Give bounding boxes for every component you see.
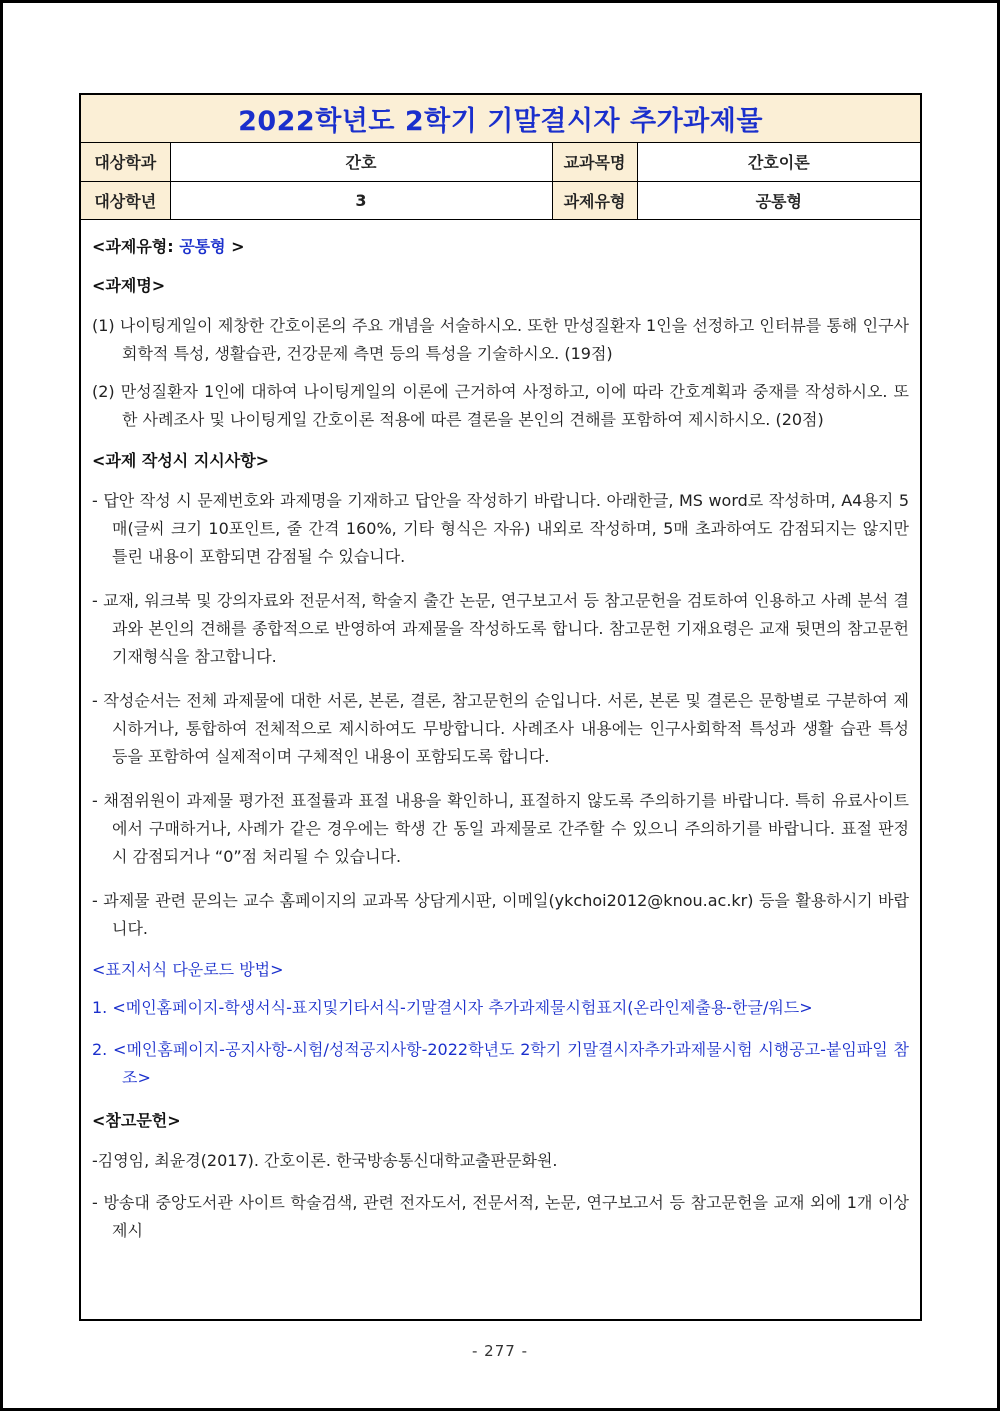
instruction-item: - 답안 작성 시 문제번호와 과제명을 기재하고 답안을 작성하기 바랍니다. 아래한글, MS word로 작성하며, A4용지 5매(글씨 크기 10포인트, 줄 간격 160%, 기타 형식은 자유) 내외로 작성하며, 5매 초과하여도 감점되지는 않지만 틀린 내용이 포함되면 감점될 수 있습니다. — [92, 490, 909, 566]
assignment-document — [79, 93, 922, 1321]
instructions-heading: <과제 작성시 지시사항> — [92, 450, 270, 470]
type-value: 공통형 — [637, 181, 920, 219]
reference-item: -김영임, 최윤경(2017). 간호이론. 한국방송통신대학교출판문화원. — [92, 1150, 558, 1170]
year-label: 대상학년 — [81, 181, 170, 219]
download-link[interactable]: 2. <메인홈페이지-공지사항-시험/성적공지사항-2022학년도 2학기 기말결시자추가과제물시험 시행공고-붙임파일 참조> — [92, 1039, 909, 1087]
subject-value: 간호이론 — [637, 143, 920, 181]
reference-item: - 방송대 중앙도서관 사이트 학술검색, 관련 전자도서, 전문서적, 논문, 연구보고서 등 참고문헌을 교재 외에 1개 이상 제시 — [92, 1192, 909, 1240]
task-item: (1) 나이팅게일이 제창한 간호이론의 주요 개념을 서술하시오. 또한 만성질환자 1인을 선정하고 인터뷰를 통해 인구사회학적 특성, 생활습관, 건강문제 측면 등의 특성을 기술하시오. (19점) — [92, 315, 909, 363]
instruction-item: - 작성순서는 전체 과제물에 대한 서론, 본론, 결론, 참고문헌의 순입니다. 서론, 본론 및 결론은 문항별로 구분하여 제시하거나, 통합하여 전체적으로 제시하여도 무방합니다. 사례조사 내용에는 인구사회학적 특성과 생활 습관 특성 등을 포함하여 실제적이며 구체적인 내용이 포함되도록 합니다. — [92, 690, 909, 766]
info-table — [81, 143, 920, 220]
task-type-prefix: <과제유형: — [92, 236, 180, 256]
year-value: 3 — [170, 181, 552, 219]
task-type-value: 공통형 — [179, 236, 226, 256]
info-row-2 — [81, 181, 920, 219]
dept-label: 대상학과 — [81, 143, 170, 181]
document-title: 2022학년도 2학기 기말결시자 추가과제물 — [81, 95, 920, 143]
subject-label: 교과목명 — [552, 143, 637, 181]
page-number: - 277 - — [472, 1342, 528, 1360]
instruction-item: - 교재, 워크북 및 강의자료와 전문서적, 학술지 출간 논문, 연구보고서 등 참고문헌을 검토하여 인용하고 사례 분석 결과와 본인의 견해를 종합적으로 반영하여 과제물을 작성하도록 합니다. 참고문헌 기재요령은 교재 뒷면의 참고문헌 기재형식을 참고합니다. — [92, 590, 909, 666]
content-body — [81, 220, 920, 1245]
dept-value: 간호 — [170, 143, 552, 181]
instruction-item: - 채점위원이 과제물 평가전 표절률과 표절 내용을 확인하니, 표절하지 않도록 주의하기를 바랍니다. 특히 유료사이트에서 구매하거나, 사례가 같은 경우에는 학생 간 동일 과제물로 간주할 수 있으니 주의하기를 바랍니다. 표절 판정 시 감점되거나 “0”점 처리될 수 있습니다. — [92, 790, 909, 866]
task-name-heading: <과제명> — [92, 275, 166, 295]
task-type-line — [92, 234, 909, 257]
instruction-item: - 과제물 관련 문의는 교수 홈페이지의 교과목 상담게시판, 이메일(ykchoi2012@knou.ac.kr) 등을 활용하시기 바랍니다. — [92, 890, 909, 938]
references-heading: <참고문헌> — [92, 1110, 181, 1130]
download-heading: <표지서식 다운로드 방법> — [92, 959, 284, 979]
task-item: (2) 만성질환자 1인에 대하여 나이팅게일의 이론에 근거하여 사정하고, 이에 따라 간호계획과 중재를 작성하시오. 또한 사례조사 및 나이팅게일 간호이론 적용에 따른 결론을 본인의 견해를 포함하여 제시하시오. (20점) — [92, 381, 909, 429]
info-row-1 — [81, 143, 920, 181]
download-link[interactable]: 1. <메인홈페이지-학생서식-표지및기타서식-기말결시자 추가과제물시험표지(온라인제출용-한글/워드> — [92, 997, 813, 1017]
task-type-suffix: > — [225, 236, 245, 256]
type-label: 과제유형 — [552, 181, 637, 219]
